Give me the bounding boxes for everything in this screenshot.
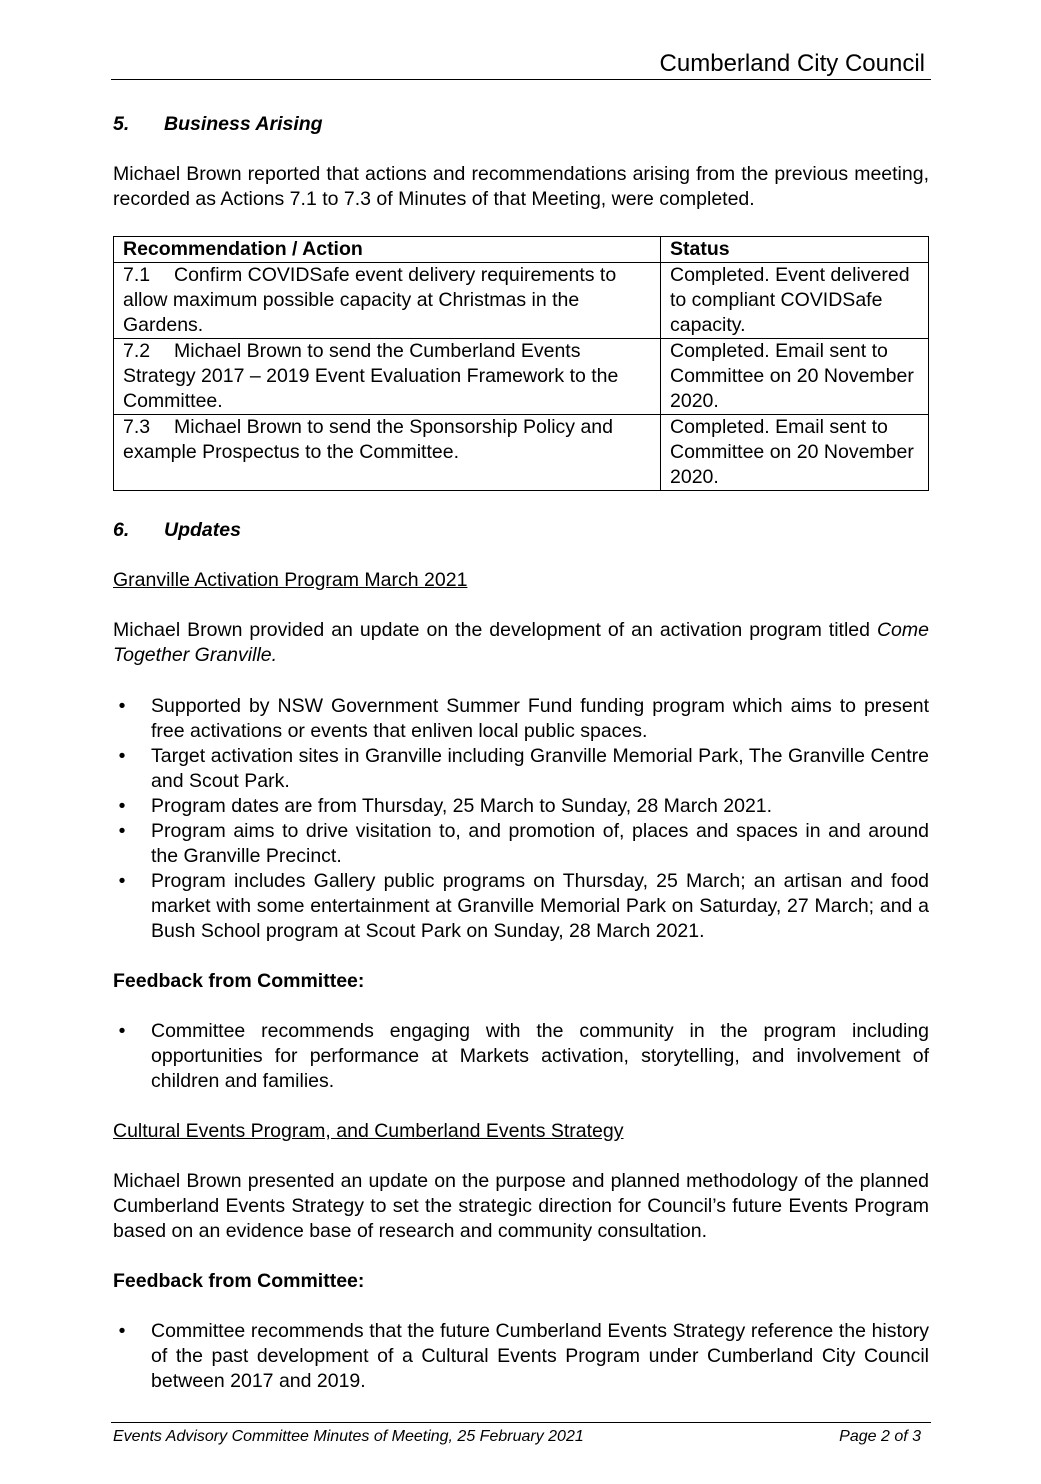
list-item: • Program aims to drive visitation to, and promotion of, places and spaces in and around the Granville Precinct. — [113, 819, 929, 869]
recommendation-action-table — [113, 236, 929, 491]
page-footer — [111, 1422, 931, 1445]
bullet-icon: • — [118, 1320, 126, 1342]
table-row — [114, 415, 929, 491]
table-cell-action — [114, 263, 661, 339]
cultural-feedback-heading: Feedback from Committee: — [113, 1270, 365, 1292]
action-number: 7.2 — [123, 340, 151, 362]
cultural-subheading: Cultural Events Program, and Cumberland Events Strategy — [113, 1120, 624, 1142]
section-6-number: 6. — [113, 519, 130, 541]
table-cell-status: Completed. Email sent to Committee on 20 November 2020. — [661, 415, 929, 491]
cultural-intro: Michael Brown presented an update on the purpose and planned methodology of the planned Cumberland Events Strategy to set the strategic direction for Council’s future Events Program based on an evidence base of research and community consultation. — [113, 1170, 929, 1242]
table-header-action: Recommendation / Action — [114, 237, 661, 263]
list-item: • Supported by NSW Government Summer Fund funding program which aims to present free activations or events that enliven local public spaces. — [113, 694, 929, 744]
table-row — [114, 263, 929, 339]
table-cell-status: Completed. Email sent to Committee on 20 November 2020. — [661, 339, 929, 415]
page-content — [113, 112, 929, 1394]
list-item: • Program includes Gallery public programs on Thursday, 25 March; an artisan and food market with some entertainment at Granville Memorial Park on Saturday, 27 March; and a Bush School program at Scout Park on Sunday, 28 March 2021. — [113, 869, 929, 944]
granville-intro-text: Michael Brown provided an update on the development of an activation program titled — [113, 619, 870, 641]
section-5-title: Business Arising — [164, 113, 323, 135]
footer-document-title: Events Advisory Committee Minutes of Meeting, 25 February 2021 — [113, 1428, 584, 1445]
cultural-feedback-list — [113, 1319, 929, 1394]
granville-bullet-list — [113, 694, 929, 944]
table-cell-action — [114, 339, 661, 415]
header-organisation: Cumberland City Council — [659, 50, 925, 77]
granville-subheading: Granville Activation Program March 2021 — [113, 569, 468, 591]
footer-page-number: Page 2 of 3 — [839, 1428, 921, 1445]
action-text: Michael Brown to send the Cumberland Events Strategy 2017 – 2019 Event Evaluation Framework to the Committee. — [123, 340, 619, 412]
action-number: 7.1 — [123, 264, 151, 286]
granville-intro — [113, 618, 929, 668]
table-cell-status: Completed. Event delivered to compliant COVIDSafe capacity. — [661, 263, 929, 339]
section-5-intro: Michael Brown reported that actions and recommendations arising from the previous meeting, recorded as Actions 7.1 to 7.3 of Minutes of that Meeting, were completed. — [113, 163, 929, 210]
bullet-icon: • — [118, 870, 126, 892]
list-item: • Target activation sites in Granville including Granville Memorial Park, The Granville Centre and Scout Park. — [113, 744, 929, 794]
bullet-icon: • — [118, 745, 126, 767]
list-item: • Program dates are from Thursday, 25 March to Sunday, 28 March 2021. — [113, 794, 929, 819]
table-header-status: Status — [661, 237, 929, 263]
bullet-icon: • — [118, 795, 126, 817]
table-header-row — [114, 237, 929, 263]
action-text: Michael Brown to send the Sponsorship Policy and example Prospectus to the Committee. — [123, 416, 613, 463]
section-5-heading — [113, 112, 929, 137]
page-header — [111, 47, 931, 80]
bullet-icon: • — [118, 820, 126, 842]
list-item: • Committee recommends that the future Cumberland Events Strategy reference the history of the past development of a Cultural Events Program under Cumberland City Council between 2017 and 2019. — [113, 1319, 929, 1394]
bullet-icon: • — [118, 1020, 126, 1042]
action-number: 7.3 — [123, 416, 151, 438]
action-text: Confirm COVIDSafe event delivery requirements to allow maximum possible capacity at Christmas in the Gardens. — [123, 264, 617, 336]
table-row — [114, 339, 929, 415]
section-5-number: 5. — [113, 113, 130, 135]
bullet-icon: • — [118, 695, 126, 717]
table-cell-action — [114, 415, 661, 491]
section-6-title: Updates — [164, 519, 241, 541]
granville-feedback-heading: Feedback from Committee: — [113, 970, 365, 992]
section-6-heading — [113, 518, 929, 543]
granville-feedback-list — [113, 1019, 929, 1094]
list-item: • Committee recommends engaging with the community in the program including opportunities for performance at Markets activation, storytelling, and involvement of children and families. — [113, 1019, 929, 1094]
granville-program-title: Come Together Granville. — [113, 619, 929, 666]
